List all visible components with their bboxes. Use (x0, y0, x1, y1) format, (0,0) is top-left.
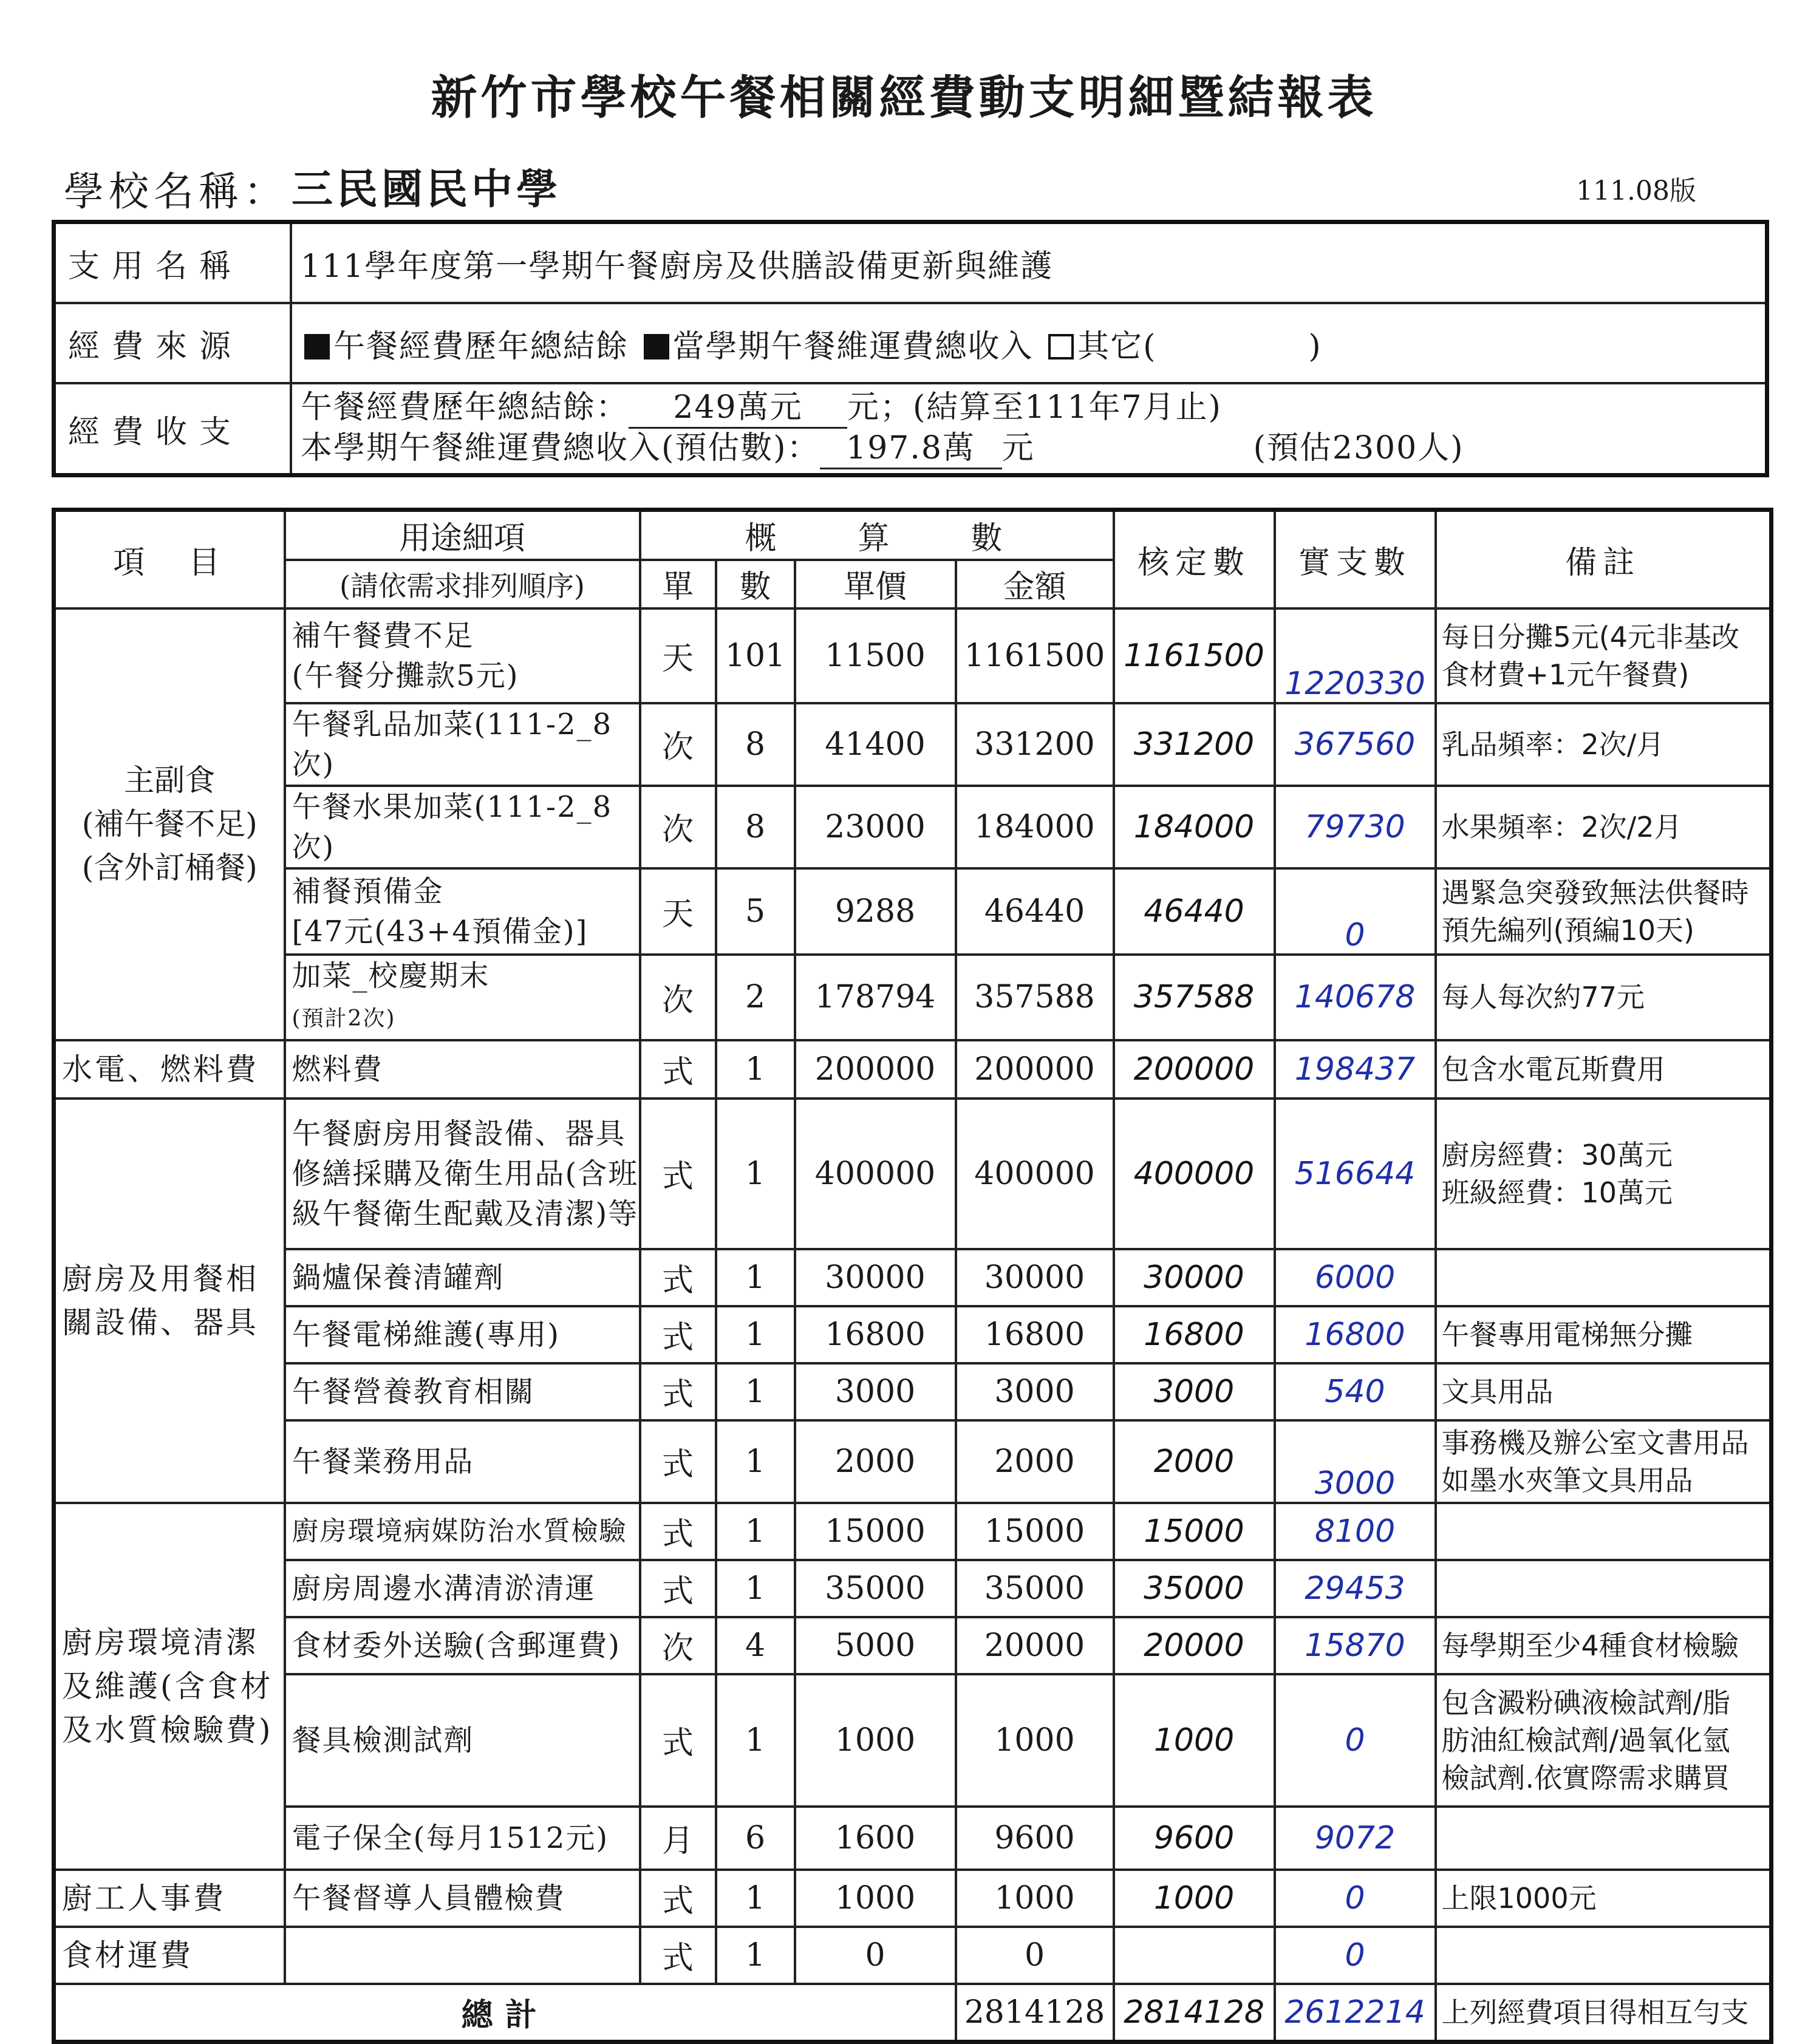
qty-cell: 2 (716, 955, 795, 1040)
qty-cell: 101 (716, 608, 795, 703)
usage-line-small: (預計2次) (292, 1006, 396, 1031)
qty-cell: 1 (716, 1674, 795, 1807)
table-row (54, 955, 1772, 1040)
balance-line2-value: 197.8萬 (820, 429, 1002, 469)
balance-line2-label: 本學期午餐維運費總收入(預估數)： (301, 430, 820, 466)
school-name: 三民國民中學 (292, 165, 562, 214)
table-row (54, 1503, 1772, 1560)
header-approved: 核定數 (1114, 510, 1275, 608)
usage-row (54, 222, 1767, 304)
document-title: 新竹市學校午餐相關經費動支明細暨結報表 (431, 70, 1377, 124)
source-option-other: 其它( (1077, 328, 1157, 365)
remark-cell (1436, 868, 1772, 955)
remark-cell (1436, 608, 1772, 703)
table-row (54, 1099, 1772, 1249)
unit-cell: 天 (640, 608, 716, 703)
unit-cell: 次 (640, 786, 716, 868)
table-row (54, 1040, 1772, 1099)
balance-line2-note: (預估2300人) (1253, 430, 1464, 466)
usage-cell: 鍋爐保養清罐劑 (285, 1249, 640, 1306)
category-env-line3: 及水質檢驗費) (62, 1712, 273, 1748)
actual-cell: 1220330 (1275, 608, 1436, 703)
price-cell: 1600 (795, 1807, 956, 1870)
remark-line: 肪油紅檢試劑/過氧化氫 (1441, 1723, 1731, 1757)
actual-cell: 79730 (1275, 786, 1436, 868)
usage-label: 支用名稱 (54, 222, 292, 304)
remark-line: 檢試劑.依實際需求購買 (1441, 1761, 1730, 1794)
price-cell: 23000 (795, 786, 956, 868)
unit-cell: 次 (640, 1617, 716, 1674)
table-row (54, 608, 1772, 703)
approved-cell: 46440 (1114, 868, 1275, 955)
source-option-balance: 午餐經費歷年總結餘 (333, 328, 629, 365)
price-cell: 0 (795, 1927, 956, 1984)
category-transport: 食材運費 (54, 1927, 285, 1984)
source-option-other-end: ) (1308, 328, 1322, 365)
approved-cell: 9600 (1114, 1807, 1275, 1870)
header-estimate: 概 算 數 (640, 510, 1114, 560)
approved-cell (1114, 1927, 1275, 1984)
header-usage-sub: (請依需求排列順序) (285, 560, 640, 608)
usage-cell (285, 608, 640, 703)
total-label: 總計 (54, 1984, 956, 2042)
unit-cell: 式 (640, 1040, 716, 1099)
balance-label: 經費收支 (54, 383, 292, 475)
amount-cell: 0 (956, 1927, 1114, 1984)
actual-cell: 15870 (1275, 1617, 1436, 1674)
balance-line1-suffix: 元；(結算至111年7月止) (847, 389, 1222, 426)
header-remark: 備註 (1436, 510, 1772, 608)
header-row-1 (54, 510, 1772, 560)
amount-cell: 2000 (956, 1420, 1114, 1503)
unit-cell: 式 (640, 1503, 716, 1560)
category-kitchen-line1: 廚房及用餐相 (62, 1261, 259, 1296)
total-remark: 上列經費項目得相互勻支 (1436, 1984, 1772, 2042)
table-row (54, 1306, 1772, 1363)
usage-cell: 午餐乳品加菜(111-2_8次) (285, 703, 640, 786)
qty-cell: 1 (716, 1870, 795, 1927)
amount-cell: 9600 (956, 1807, 1114, 1870)
remark-cell (1436, 1807, 1772, 1870)
remark-cell (1436, 1099, 1772, 1249)
unit-cell: 式 (640, 1420, 716, 1503)
price-cell: 35000 (795, 1560, 956, 1617)
usage-cell (285, 1927, 640, 1984)
header-unit: 單 (640, 560, 716, 608)
qty-cell: 6 (716, 1807, 795, 1870)
remark-cell (1436, 1560, 1772, 1617)
remark-cell (1436, 1927, 1772, 1984)
usage-cell: 午餐水果加菜(111-2_8次) (285, 786, 640, 868)
usage-cell (285, 868, 640, 955)
price-cell: 400000 (795, 1099, 956, 1249)
approved-cell: 200000 (1114, 1040, 1275, 1099)
remark-line: 事務機及辦公室文書用品 (1441, 1426, 1749, 1459)
qty-cell: 1 (716, 1503, 795, 1560)
table-row (54, 786, 1772, 868)
usage-cell: 燃料費 (285, 1040, 640, 1099)
remark-cell: 文具用品 (1436, 1363, 1772, 1420)
qty-cell: 1 (716, 1363, 795, 1420)
remark-cell: 包含水電瓦斯費用 (1436, 1040, 1772, 1099)
form-version: 111.08版 (1576, 175, 1696, 206)
total-approved: 2814128 (1114, 1984, 1275, 2042)
approved-cell: 357588 (1114, 955, 1275, 1040)
remark-cell: 每人每次約77元 (1436, 955, 1772, 1040)
usage-line: 補餐預備金 (292, 874, 444, 908)
usage-line: [47元(43+4預備金)] (292, 914, 588, 949)
table-row (54, 868, 1772, 955)
table-row (54, 1870, 1772, 1927)
remark-line: 食材費+1元午餐費) (1441, 658, 1690, 691)
remark-line: 預先編列(預編10天) (1441, 913, 1694, 947)
unit-cell: 天 (640, 868, 716, 955)
remark-line: 廚房經費：30萬元 (1441, 1138, 1673, 1171)
price-cell: 2000 (795, 1420, 956, 1503)
amount-cell: 3000 (956, 1363, 1114, 1420)
approved-cell: 16800 (1114, 1306, 1275, 1363)
price-cell: 200000 (795, 1040, 956, 1099)
source-label: 經費來源 (54, 303, 292, 383)
approved-cell: 15000 (1114, 1503, 1275, 1560)
approved-cell: 20000 (1114, 1617, 1275, 1674)
unit-cell: 式 (640, 1249, 716, 1306)
usage-cell: 廚房周邊水溝清淤清運 (285, 1560, 640, 1617)
actual-cell: 140678 (1275, 955, 1436, 1040)
unit-cell: 月 (640, 1807, 716, 1870)
remark-line: 遇緊急突發致無法供餐時 (1441, 876, 1749, 909)
total-row (54, 1984, 1772, 2042)
balance-line1-value: 249萬元 (629, 388, 847, 429)
actual-cell: 367560 (1275, 703, 1436, 786)
category-staple-line3: (含外訂桶餐) (81, 850, 258, 885)
amount-cell: 200000 (956, 1040, 1114, 1099)
source-options (291, 303, 1767, 383)
usage-cell: 廚房環境病媒防治水質檢驗 (285, 1503, 640, 1560)
unit-cell: 次 (640, 703, 716, 786)
checkbox-checked-icon (304, 334, 330, 359)
checkbox-checked-icon (644, 334, 669, 359)
remark-line: 每日分攤5元(4元非基改 (1441, 620, 1739, 653)
usage-cell: 午餐業務用品 (285, 1420, 640, 1503)
table-row (54, 1807, 1772, 1870)
unit-cell: 式 (640, 1674, 716, 1807)
usage-cell: 午餐營養教育相關 (285, 1363, 640, 1420)
actual-cell: 0 (1275, 1870, 1436, 1927)
header-usage: 用途細項 (285, 510, 640, 560)
approved-cell: 2000 (1114, 1420, 1275, 1503)
remark-cell (1436, 1249, 1772, 1306)
approved-cell: 331200 (1114, 703, 1275, 786)
table-row (54, 703, 1772, 786)
remark-line: 班級經費：10萬元 (1441, 1176, 1673, 1209)
price-cell: 1000 (795, 1674, 956, 1807)
amount-cell: 30000 (956, 1249, 1114, 1306)
qty-cell: 1 (716, 1249, 795, 1306)
price-cell: 41400 (795, 703, 956, 786)
qty-cell: 1 (716, 1420, 795, 1503)
approved-cell: 1161500 (1114, 608, 1275, 703)
qty-cell: 1 (716, 1560, 795, 1617)
actual-cell: 0 (1275, 1674, 1436, 1807)
unit-cell: 次 (640, 955, 716, 1040)
price-cell: 15000 (795, 1503, 956, 1560)
amount-cell: 15000 (956, 1503, 1114, 1560)
amount-cell: 400000 (956, 1099, 1114, 1249)
approved-cell: 35000 (1114, 1560, 1275, 1617)
unit-cell: 式 (640, 1099, 716, 1249)
amount-cell: 331200 (956, 703, 1114, 786)
qty-cell: 5 (716, 868, 795, 955)
qty-cell: 8 (716, 703, 795, 786)
header-price: 單價 (795, 560, 956, 608)
school-label: 學校名稱： (64, 168, 288, 215)
qty-cell: 1 (716, 1040, 795, 1099)
actual-cell: 540 (1275, 1363, 1436, 1420)
usage-cell: 午餐電梯維護(專用) (285, 1306, 640, 1363)
table-row (54, 1363, 1772, 1420)
header-actual: 實支數 (1275, 510, 1436, 608)
qty-cell: 1 (716, 1927, 795, 1984)
balance-line2-suffix: 元 (1001, 430, 1035, 466)
approved-cell: 1000 (1114, 1674, 1275, 1807)
amount-cell: 184000 (956, 786, 1114, 868)
price-cell: 11500 (795, 608, 956, 703)
usage-line: (午餐分攤款5元) (292, 658, 519, 693)
category-env-line1: 廚房環境清潔 (62, 1624, 259, 1660)
expense-table (52, 508, 1773, 2044)
remark-cell (1436, 1420, 1772, 1503)
remark-cell: 每學期至少4種食材檢驗 (1436, 1617, 1772, 1674)
balance-value (291, 383, 1767, 475)
actual-cell: 0 (1275, 868, 1436, 955)
table-row (54, 1249, 1772, 1306)
table-row (54, 1927, 1772, 1984)
category-staple-line2: (補午餐不足) (81, 806, 258, 842)
unit-cell: 式 (640, 1560, 716, 1617)
info-table (52, 220, 1769, 477)
actual-cell: 198437 (1275, 1040, 1436, 1099)
usage-line: 午餐廚房用餐設備、器具 (292, 1116, 626, 1151)
header-amount: 金額 (956, 560, 1114, 608)
amount-cell: 1161500 (956, 608, 1114, 703)
amount-cell: 20000 (956, 1617, 1114, 1674)
category-kitchen-line2: 關設備、器具 (62, 1304, 259, 1340)
balance-row (54, 383, 1767, 475)
balance-line1-label: 午餐經費歷年總結餘： (301, 389, 629, 426)
remark-cell (1436, 1503, 1772, 1560)
actual-cell: 8100 (1275, 1503, 1436, 1560)
approved-cell: 400000 (1114, 1099, 1275, 1249)
category-staple-line1: 主副食 (124, 763, 216, 798)
source-option-income: 當學期午餐維運費總收入 (672, 328, 1034, 365)
remark-cell (1436, 1674, 1772, 1807)
remark-line: 如墨水夾筆文具用品 (1441, 1463, 1693, 1497)
category-utility: 水電、燃料費 (54, 1040, 285, 1099)
usage-cell (285, 955, 640, 1040)
remark-cell: 乳品頻率：2次/月 (1436, 703, 1772, 786)
amount-cell: 35000 (956, 1560, 1114, 1617)
usage-cell: 食材委外送驗(含郵運費) (285, 1617, 640, 1674)
usage-line: 級午餐衛生配戴及清潔)等 (292, 1196, 639, 1231)
price-cell: 1000 (795, 1870, 956, 1927)
price-cell: 178794 (795, 955, 956, 1040)
qty-cell: 1 (716, 1099, 795, 1249)
remark-cell: 水果頻率：2次/2月 (1436, 786, 1772, 868)
usage-cell: 午餐督導人員體檢費 (285, 1870, 640, 1927)
category-environment (54, 1503, 285, 1870)
actual-cell: 516644 (1275, 1099, 1436, 1249)
amount-cell: 1000 (956, 1674, 1114, 1807)
price-cell: 5000 (795, 1617, 956, 1674)
usage-line: 補午餐費不足 (292, 618, 474, 653)
actual-cell: 0 (1275, 1927, 1436, 1984)
amount-cell: 46440 (956, 868, 1114, 955)
category-staff: 廚工人事費 (54, 1870, 285, 1927)
category-kitchen (54, 1099, 285, 1503)
price-cell: 9288 (795, 868, 956, 955)
amount-cell: 357588 (956, 955, 1114, 1040)
qty-cell: 1 (716, 1306, 795, 1363)
amount-cell: 1000 (956, 1870, 1114, 1927)
table-row (54, 1674, 1772, 1807)
actual-cell: 29453 (1275, 1560, 1436, 1617)
total-amount: 2814128 (956, 1984, 1114, 2042)
category-env-line2: 及維護(含食材 (62, 1668, 273, 1704)
total-actual: 2612214 (1275, 1984, 1436, 2042)
qty-cell: 8 (716, 786, 795, 868)
actual-cell: 9072 (1275, 1807, 1436, 1870)
usage-value: 111學年度第一學期午餐廚房及供膳設備更新與維護 (291, 222, 1767, 304)
remark-cell: 午餐專用電梯無分攤 (1436, 1306, 1772, 1363)
approved-cell: 3000 (1114, 1363, 1275, 1420)
price-cell: 30000 (795, 1249, 956, 1306)
category-staple (54, 608, 285, 1040)
usage-cell (285, 1099, 640, 1249)
approved-cell: 184000 (1114, 786, 1275, 868)
approved-cell: 1000 (1114, 1870, 1275, 1927)
usage-cell: 餐具檢測試劑 (285, 1674, 640, 1807)
table-row (54, 1420, 1772, 1503)
checkbox-empty-icon (1048, 334, 1074, 359)
amount-cell: 16800 (956, 1306, 1114, 1363)
usage-line: 修繕採購及衛生用品(含班 (292, 1156, 639, 1191)
price-cell: 16800 (795, 1306, 956, 1363)
remark-line: 包含澱粉碘液檢試劑/脂 (1441, 1686, 1731, 1719)
usage-line: 加菜_校慶期末 (292, 958, 490, 993)
actual-cell: 6000 (1275, 1249, 1436, 1306)
source-row (54, 303, 1767, 383)
actual-cell: 16800 (1275, 1306, 1436, 1363)
unit-cell: 式 (640, 1363, 716, 1420)
unit-cell: 式 (640, 1870, 716, 1927)
table-row (54, 1617, 1772, 1674)
approved-cell: 30000 (1114, 1249, 1275, 1306)
remark-cell: 上限1000元 (1436, 1870, 1772, 1927)
table-row (54, 1560, 1772, 1617)
price-cell: 3000 (795, 1363, 956, 1420)
header-item: 項 目 (54, 510, 285, 608)
unit-cell: 式 (640, 1927, 716, 1984)
actual-cell: 3000 (1275, 1420, 1436, 1503)
qty-cell: 4 (716, 1617, 795, 1674)
header-qty: 數 (716, 560, 795, 608)
usage-cell: 電子保全(每月1512元) (285, 1807, 640, 1870)
unit-cell: 式 (640, 1306, 716, 1363)
